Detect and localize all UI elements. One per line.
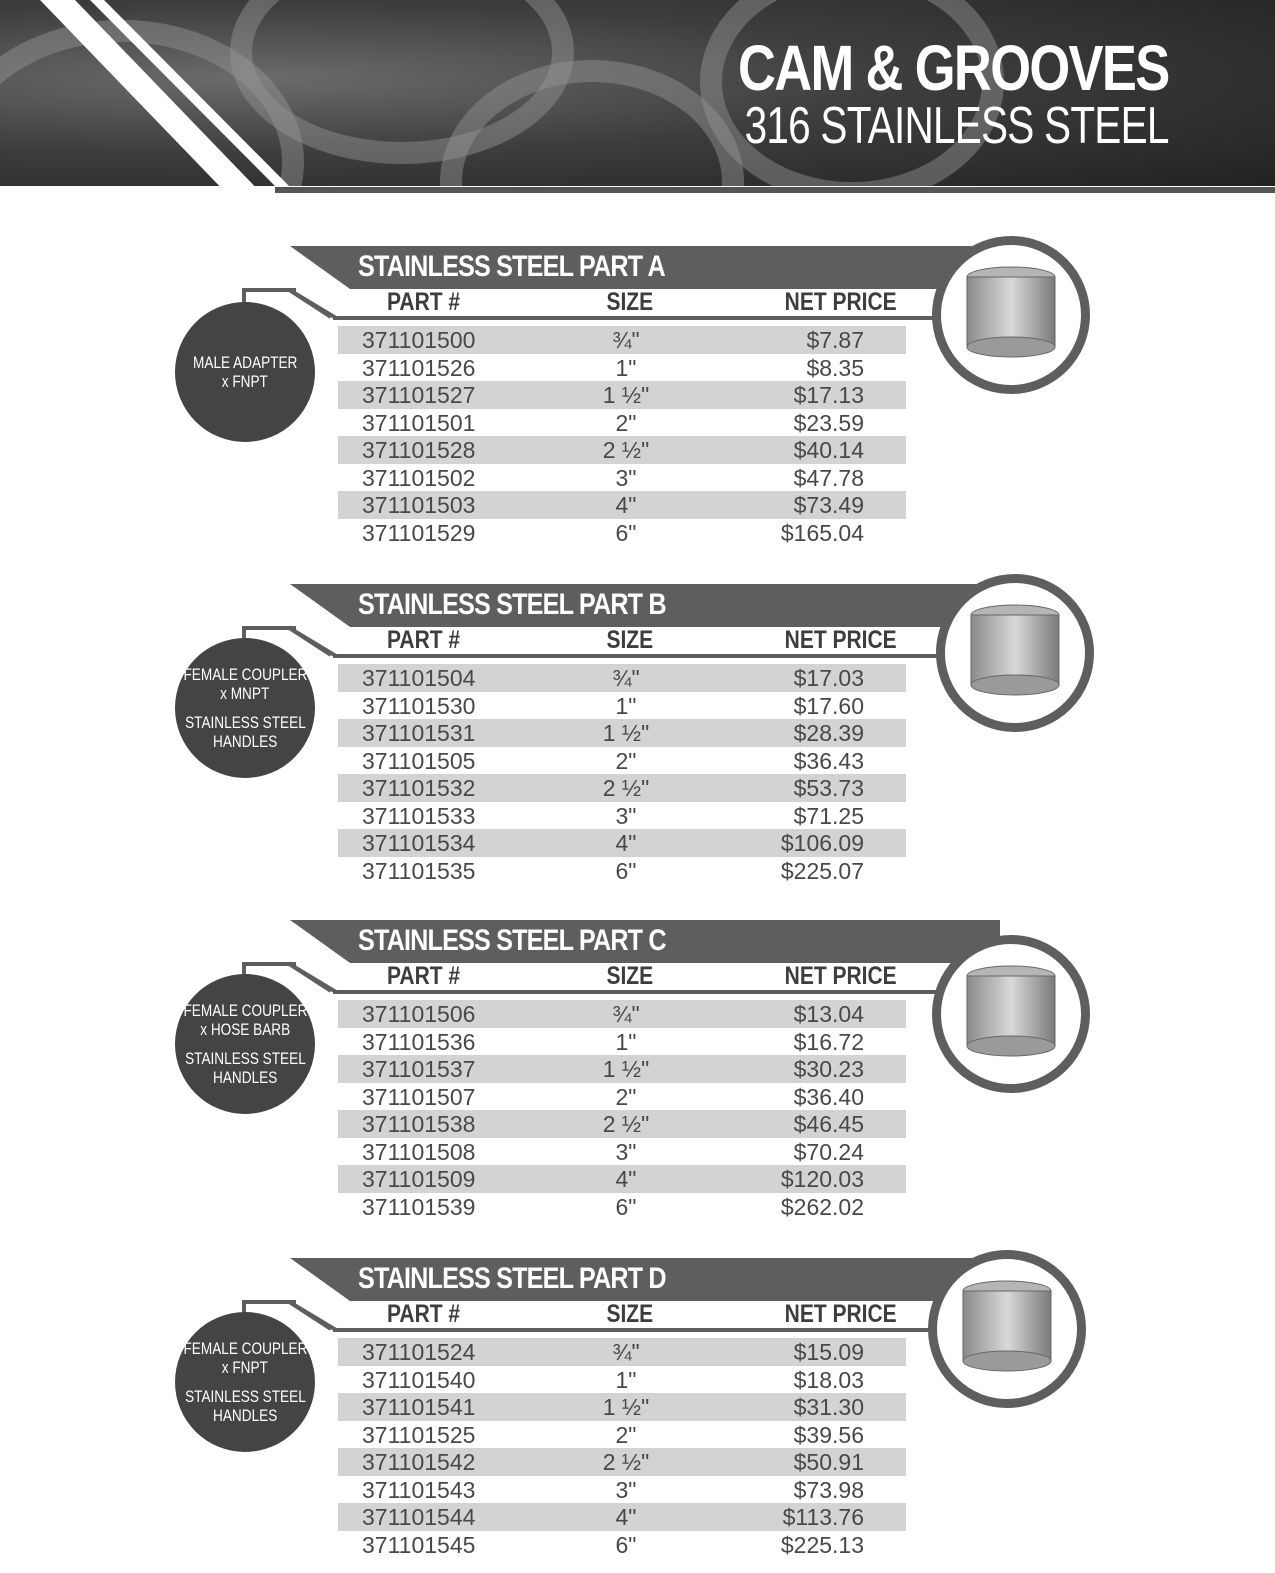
size: 6"	[615, 519, 637, 546]
part-number: 371101502	[362, 464, 476, 491]
table-row	[338, 1531, 906, 1559]
table-row	[338, 664, 906, 692]
table-row	[338, 326, 906, 354]
net-price: $113.76	[782, 1504, 864, 1530]
net-price: $23.59	[793, 409, 864, 436]
badge-text-line: STAINLESS STEEL	[184, 713, 306, 732]
part-number: 371101529	[362, 519, 476, 546]
part-number: 371101527	[362, 382, 476, 408]
size: 2 ½"	[602, 1111, 650, 1137]
fitting-illustration	[945, 583, 1085, 723]
part-number: 371101539	[362, 1193, 476, 1220]
net-price: $17.03	[793, 665, 864, 691]
size: 2"	[615, 1421, 637, 1448]
net-price: $262.02	[780, 1193, 864, 1220]
table-row	[338, 747, 906, 775]
net-price: $106.09	[780, 830, 864, 856]
table-row	[338, 1193, 906, 1221]
table-row	[338, 409, 906, 437]
part-number: 371101508	[362, 1138, 476, 1165]
column-header-part: PART #	[386, 626, 461, 654]
column-header-size: SIZE	[606, 626, 654, 654]
part-number: 371101537	[362, 1056, 476, 1082]
column-header-price: NET PRICE	[784, 288, 897, 316]
net-price: $50.91	[793, 1449, 864, 1475]
badge-text-line: x FNPT	[221, 372, 269, 391]
net-price: $17.13	[793, 382, 864, 408]
table-row	[338, 857, 906, 885]
badge-text-line: HANDLES	[212, 1406, 278, 1425]
net-price: $15.09	[793, 1339, 864, 1365]
net-price: $36.40	[793, 1083, 864, 1110]
part-number: 371101524	[362, 1339, 476, 1365]
table-row	[338, 1503, 906, 1531]
net-price: $165.04	[780, 519, 864, 546]
net-price: $7.87	[806, 327, 864, 353]
badge-text-line: FEMALE COUPLER	[183, 1001, 307, 1020]
page-title	[625, 32, 1169, 155]
size: 1 ½"	[602, 720, 650, 746]
table-row	[338, 1393, 906, 1421]
fitting-illustration	[941, 245, 1081, 385]
product-image	[936, 574, 1094, 732]
part-number: 371101500	[362, 327, 476, 353]
size: 6"	[615, 1193, 637, 1220]
section-title: STAINLESS STEEL PART C	[358, 924, 666, 957]
badge-text-line: STAINLESS STEEL	[184, 1049, 306, 1068]
part-number: 371101526	[362, 354, 476, 381]
part-number: 371101538	[362, 1111, 476, 1137]
table-row	[338, 1138, 906, 1166]
part-number: 371101509	[362, 1166, 476, 1192]
net-price: $13.04	[793, 1001, 864, 1027]
net-price: $17.60	[793, 692, 864, 719]
part-number: 371101545	[362, 1531, 476, 1558]
table-row	[338, 436, 906, 464]
size: ¾"	[612, 1001, 640, 1027]
size: 1"	[615, 1028, 637, 1055]
part-number: 371101543	[362, 1476, 476, 1503]
header-banner	[0, 0, 1275, 197]
column-header-part: PART #	[386, 288, 461, 316]
size: 4"	[615, 492, 637, 518]
column-header-price: NET PRICE	[784, 962, 897, 990]
table-row	[338, 1448, 906, 1476]
net-price: $73.98	[793, 1476, 864, 1503]
badge-text-line: FEMALE COUPLER	[183, 665, 307, 684]
banner-bottom-line	[275, 187, 1275, 193]
badge-text-line: MALE ADAPTER	[192, 353, 298, 372]
net-price: $225.07	[780, 857, 864, 884]
net-price: $36.43	[793, 747, 864, 774]
size: 2 ½"	[602, 437, 650, 463]
column-header-price: NET PRICE	[784, 626, 897, 654]
size: 1 ½"	[602, 1394, 650, 1420]
net-price: $39.56	[793, 1421, 864, 1448]
part-number: 371101535	[362, 857, 476, 884]
size: 2 ½"	[602, 775, 650, 801]
net-price: $53.73	[793, 775, 864, 801]
table-row	[338, 491, 906, 519]
size: 3"	[615, 464, 637, 491]
size: 2 ½"	[602, 1449, 650, 1475]
product-type-badge	[175, 974, 315, 1114]
table-row	[338, 381, 906, 409]
column-header-part: PART #	[386, 962, 461, 990]
part-number: 371101540	[362, 1366, 476, 1393]
net-price: $31.30	[793, 1394, 864, 1420]
table-row	[338, 1165, 906, 1193]
part-number: 371101542	[362, 1449, 476, 1475]
part-number: 371101501	[362, 409, 476, 436]
net-price: $120.03	[780, 1166, 864, 1192]
table-row	[338, 719, 906, 747]
price-table	[338, 1338, 906, 1558]
table-row	[338, 464, 906, 492]
table-row	[338, 1338, 906, 1366]
part-number: 371101536	[362, 1028, 476, 1055]
product-image	[932, 236, 1090, 394]
size: 4"	[615, 830, 637, 856]
table-row	[338, 1000, 906, 1028]
table-row	[338, 829, 906, 857]
part-number: 371101541	[362, 1394, 476, 1420]
net-price: $28.39	[793, 720, 864, 746]
product-image	[932, 935, 1090, 1093]
net-price: $46.45	[793, 1111, 864, 1137]
table-row	[338, 1476, 906, 1504]
size: 3"	[615, 1476, 637, 1503]
table-row	[338, 692, 906, 720]
part-number: 371101531	[362, 720, 476, 746]
net-price: $16.72	[793, 1028, 864, 1055]
size: 1"	[615, 1366, 637, 1393]
net-price: $30.23	[793, 1056, 864, 1082]
section-title: STAINLESS STEEL PART A	[358, 250, 665, 283]
title-line-2: 316 STAINLESS STEEL	[744, 97, 1169, 155]
part-number: 371101507	[362, 1083, 476, 1110]
column-header-price: NET PRICE	[784, 1300, 897, 1328]
badge-text-line: FEMALE COUPLER	[183, 1339, 307, 1358]
part-number: 371101505	[362, 747, 476, 774]
product-type-badge	[175, 1312, 315, 1452]
table-row	[338, 1366, 906, 1394]
part-number: 371101534	[362, 830, 476, 856]
size: 6"	[615, 1531, 637, 1558]
column-header-size: SIZE	[606, 962, 654, 990]
part-number: 371101525	[362, 1421, 476, 1448]
net-price: $47.78	[793, 464, 864, 491]
size: 2"	[615, 747, 637, 774]
net-price: $225.13	[780, 1531, 864, 1558]
product-type-badge	[175, 302, 315, 442]
table-row	[338, 1055, 906, 1083]
net-price: $8.35	[806, 354, 864, 381]
badge-text-line: x HOSE BARB	[200, 1020, 290, 1039]
size: 4"	[615, 1166, 637, 1192]
table-row	[338, 354, 906, 382]
size: 1"	[615, 692, 637, 719]
fitting-illustration	[941, 944, 1081, 1084]
net-price: $70.24	[793, 1138, 864, 1165]
price-table	[338, 664, 906, 884]
table-row	[338, 1421, 906, 1449]
size: 1 ½"	[602, 1056, 650, 1082]
part-number: 371101504	[362, 665, 476, 691]
size: ¾"	[612, 327, 640, 353]
size: 1 ½"	[602, 382, 650, 408]
table-row	[338, 774, 906, 802]
size: 1"	[615, 354, 637, 381]
size: 3"	[615, 802, 637, 829]
size: 4"	[615, 1504, 637, 1530]
net-price: $18.03	[793, 1366, 864, 1393]
table-row	[338, 802, 906, 830]
size: 6"	[615, 857, 637, 884]
net-price: $73.49	[793, 492, 864, 518]
section-title: STAINLESS STEEL PART D	[358, 1262, 666, 1295]
size: ¾"	[612, 1339, 640, 1365]
price-table	[338, 326, 906, 546]
net-price: $71.25	[793, 802, 864, 829]
fitting-illustration	[937, 1259, 1077, 1399]
price-table	[338, 1000, 906, 1220]
part-number: 371101533	[362, 802, 476, 829]
badge-text-line: STAINLESS STEEL	[184, 1387, 306, 1406]
part-number: 371101506	[362, 1001, 476, 1027]
badge-text-line: x FNPT	[221, 1358, 269, 1377]
part-number: 371101530	[362, 692, 476, 719]
part-number: 371101503	[362, 492, 476, 518]
size: 2"	[615, 1083, 637, 1110]
section-title: STAINLESS STEEL PART B	[358, 588, 666, 621]
size: ¾"	[612, 665, 640, 691]
column-header-part: PART #	[386, 1300, 461, 1328]
net-price: $40.14	[793, 437, 864, 463]
badge-text-line: HANDLES	[212, 732, 278, 751]
badge-text-line: HANDLES	[212, 1068, 278, 1087]
table-row	[338, 519, 906, 547]
column-header-size: SIZE	[606, 288, 654, 316]
column-header-size: SIZE	[606, 1300, 654, 1328]
product-type-badge	[175, 638, 315, 778]
section-part-d	[0, 1258, 1275, 1568]
part-number: 371101528	[362, 437, 476, 463]
table-row	[338, 1110, 906, 1138]
part-number: 371101544	[362, 1504, 476, 1530]
size: 2"	[615, 409, 637, 436]
title-line-1: CAM & GROOVES	[738, 32, 1169, 104]
size: 3"	[615, 1138, 637, 1165]
table-row	[338, 1028, 906, 1056]
section-part-c	[0, 920, 1275, 1230]
part-number: 371101532	[362, 775, 476, 801]
badge-text-line: x MNPT	[220, 684, 270, 703]
table-row	[338, 1083, 906, 1111]
product-image	[928, 1250, 1086, 1408]
